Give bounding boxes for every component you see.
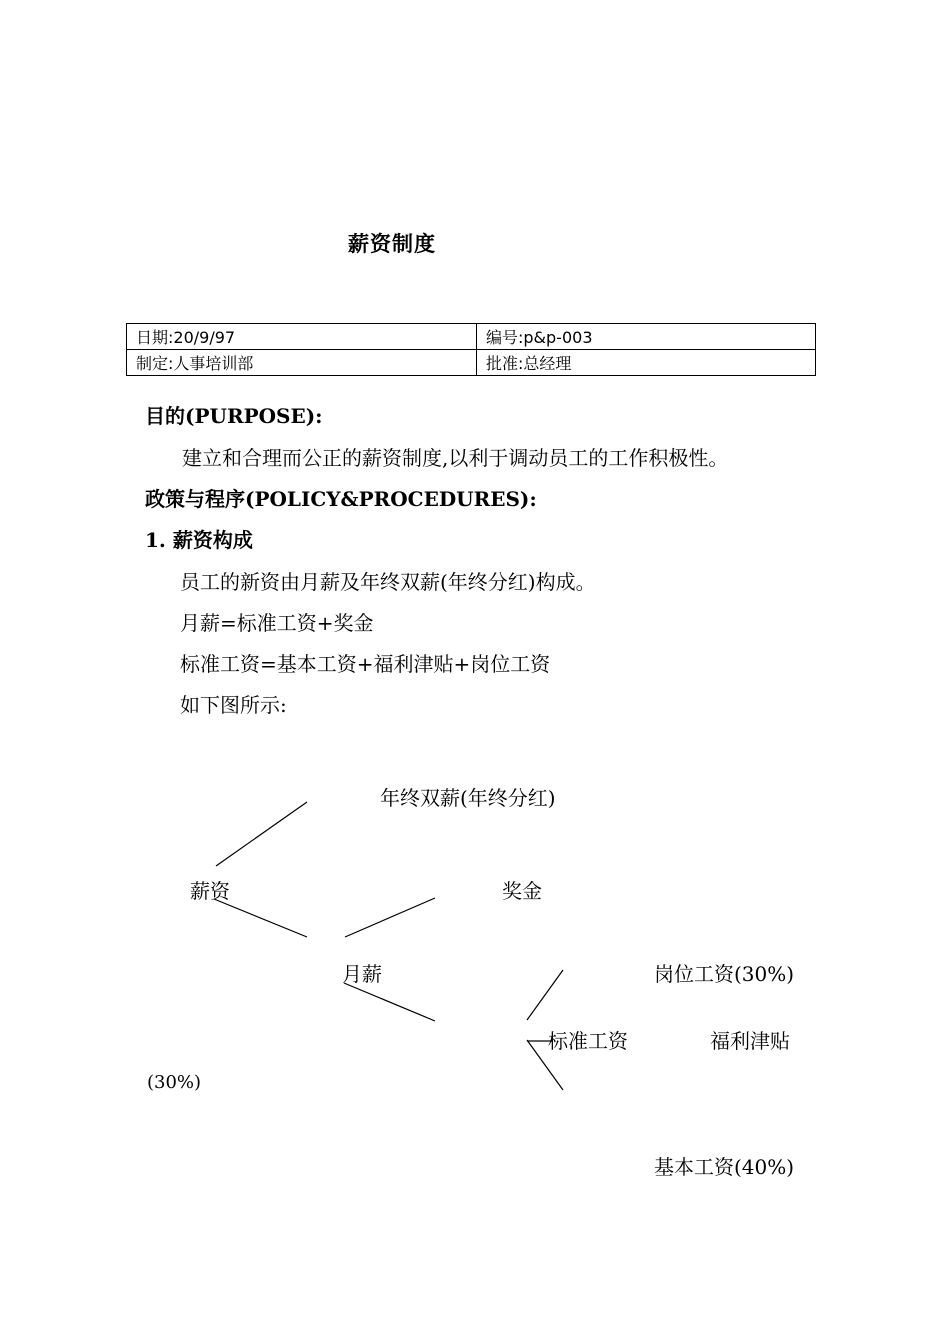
welfare-percent-label: (30%) — [147, 1072, 202, 1093]
year-end-bonus-node: 年终双薪(年终分红) — [380, 786, 556, 810]
bonus-node: 奖金 — [502, 879, 542, 903]
made-by-cell: 制定:人事培训部 — [127, 350, 477, 376]
purpose-heading: 目的(PURPOSE): — [145, 404, 323, 428]
monthly-salary-node: 月薪 — [342, 962, 382, 986]
salary-node: 薪资 — [190, 879, 230, 903]
section-1-paragraph: 员工的新资由月薪及年终双薪(年终分红)构成。 — [180, 570, 596, 594]
standard-wage-node: 标准工资 — [548, 1029, 628, 1053]
section-1-heading: 1. 薪资构成 — [145, 528, 253, 552]
connector-line — [344, 983, 435, 1021]
section-1-paragraph: 标准工资=基本工资+福利津贴+岗位工资 — [180, 652, 551, 676]
connector-line — [216, 802, 307, 866]
section-1-paragraph: 如下图所示: — [180, 693, 287, 717]
date-cell: 日期:20/9/97 — [127, 324, 477, 350]
code-cell: 编号:p&p-003 — [477, 324, 816, 350]
policy-heading: 政策与程序(POLICY&PROCEDURES): — [145, 487, 537, 511]
connector-line — [345, 898, 435, 937]
connector-line — [527, 970, 563, 1020]
approved-by-cell: 批准:总经理 — [477, 350, 816, 376]
welfare-node: 福利津贴 — [710, 1029, 790, 1053]
purpose-text: 建立和合理而公正的薪资制度,以利于调动员工的工作积极性。 — [182, 446, 729, 470]
section-1-paragraph: 月薪=标准工资+奖金 — [180, 611, 374, 635]
document-title: 薪资制度 — [348, 232, 436, 256]
connector-line — [214, 899, 307, 937]
base-wage-node: 基本工资(40%) — [654, 1155, 795, 1179]
position-wage-node: 岗位工资(30%) — [654, 962, 795, 986]
